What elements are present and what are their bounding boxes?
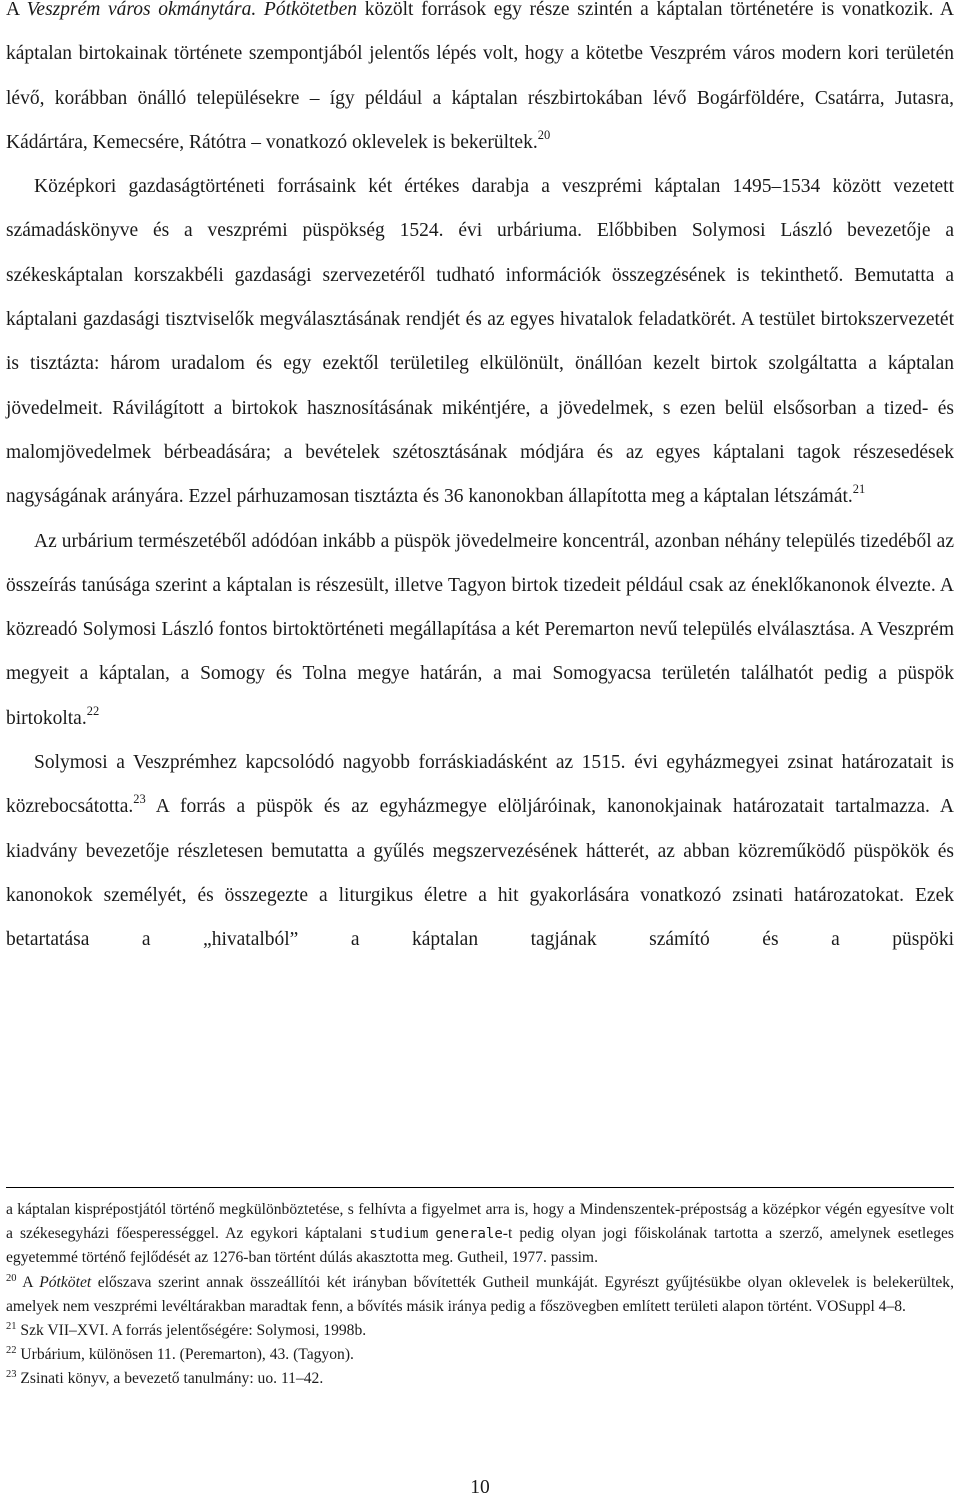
footnote-ref-22: 22 xyxy=(86,703,100,718)
footnote-text: Urbárium, különösen 11. (Peremarton), 43. (Tagyon). xyxy=(16,1346,354,1364)
paragraph-text: Középkori gazdaságtörténeti forrásaink két értékes darabja a veszprémi káptalan 1495–1534 között vezetett számadáskönyve és a veszprémi püspökség 1524. évi urbáriuma. Előbbiben Solymosi László bevezetője a székeskáptalan korszakbéli gazdasági szervezetéről tudható információk összegzésének is tekinthető. Bemutatta a káptalani gazdasági tisztviselők megválasztásának rendjét és az egyes hivatalok feladatkörét. A testület birtokszervezetét is tisztázta: három uradalom és egy ezektől területileg elkülönült, önállóan kezelt birtok szolgáltatta a káptalan jövedelmeit. Rávilágított a birtokok hasznosításának mikéntjére, a jövedelmek, s ezen belül elsősorban a tized- és malomjövedelmek bérbeadására; a bevételek szétosztásának módjára és az egyes káptalani tagok részesedések nagyságának arányára. Ezzel párhuzamosan tisztázta és 36 kanonokban állapította meg a káptalan létszámát. xyxy=(6,176,954,508)
footnote-continued xyxy=(6,1198,954,1271)
footnote-20 xyxy=(6,1271,954,1319)
footnote-ref-20: 20 xyxy=(537,127,551,142)
latin-term: generale xyxy=(435,1226,503,1243)
source-prefix: A xyxy=(6,0,27,20)
footnote-ref-21: 21 xyxy=(852,482,866,497)
footnote-text: A xyxy=(16,1273,40,1291)
footnotes xyxy=(6,1198,954,1392)
footnote-text: Szk VII–XVI. A forrás jelentőségére: Solymosi, 1998b. xyxy=(16,1322,367,1340)
paragraph-text: közölt források egy része szintén a káptalan történetére is vonatkozik. A káptalan birtokainak története szempontjából jelentős lépés volt, hogy a kötetbe Veszprém város modern kori területén lévő, korábban önálló településekre – így például a káptalan részbirtokában lévő Bogárföldére, Csatárra, Jutasra, Kádártára, Kemecsére, Rátótra – vonatkozó oklevelek is bekerültek. xyxy=(6,0,954,153)
footnote-separator xyxy=(6,1187,954,1188)
footnote-number: 22 xyxy=(6,1345,17,1357)
footnote-number: 21 xyxy=(6,1321,17,1333)
paragraph-text: Solymosi a Veszprémhez kapcsolódó nagyobb forráskiadásként az 1515. évi egyházmegyei zsinat határozatait is közrebocsátotta. xyxy=(6,752,954,818)
paragraph-1 xyxy=(6,0,954,165)
footnote-title: Pótkötet xyxy=(39,1273,92,1291)
footnote-number: 23 xyxy=(6,1369,17,1381)
footnote-text: előszava szerint annak összeállítói két irányban bővítették Gutheil munkáját. Egyrészt gyűjtésükbe olyan oklevelek is belekerültek, amelyek nem veszprémi levéltárakban maradtak fenn, a bővítés másik iránya pedig a főszövegben említett területi alapon történt. VOSuppl 4–8. xyxy=(6,1273,954,1315)
footnote-text: -t pedig olyan jogi főiskolának tartotta a szerző, amelynek esetleges egyetemmé történő fejlődését az 1276-ban történt dúlás akasztotta meg. Gutheil, 1977. passim. xyxy=(6,1225,954,1267)
paragraph-4 xyxy=(6,741,954,962)
footnote-text: Zsinati könyv, a bevezető tanulmány: uo. 11–42. xyxy=(16,1370,324,1388)
latin-term: studium xyxy=(369,1226,429,1243)
paragraph-text: Az urbárium természetéből adódóan inkább a püspök jövedelmeire koncentrál, azonban néhány település tizedéből az összeírás tanúsága szerint a káptalan is részesült, illetve Tagyon birtok tizedeit például csak az éneklőkanonok élvezte. A közreadó Solymosi László fontos birtoktörténeti megállapítása a két Peremarton nevű település elválasztása. A Veszprém megyeit a káptalan, a Somogy és Tolna megye határán, a mai Somogyacsa területén találhatót pedig a püspök birtokolta. xyxy=(6,530,954,729)
footnote-21 xyxy=(6,1319,954,1343)
footnote-ref-23: 23 xyxy=(133,792,146,807)
footnote-22 xyxy=(6,1343,954,1367)
paragraph-2 xyxy=(6,165,954,519)
paragraph-3 xyxy=(6,520,954,741)
source-title: Veszprém város okmánytára. Pótkötetben xyxy=(26,0,358,20)
main-text xyxy=(6,0,954,963)
page-number: 10 xyxy=(470,1477,490,1498)
footnote-23 xyxy=(6,1367,954,1391)
footnote-number: 20 xyxy=(6,1272,17,1284)
paragraph-text-continued: A forrás a püspök és az egyházmegye elöljáróinak, kanonokjainak határozatait tartalmazza. A kiadvány bevezetője részletesen bemutatta a gyűlés megszervezésének hátterét, az abban közreműködő püspökök és kanonokok személyét, és összegezte a liturgikus életre a hit gyakorlására vonatkozó zsinati határozatokat. Ezek betartatása a „hivatalból” a káptalan tagjának számító és a püspöki xyxy=(6,796,954,951)
footnote-text: a káptalan kisprépostjától történő megkülönböztetése, s felhívta a figyelmet arra is, hogy a Mindenszentek-prépostság a középkor végén egyesítve volt a székesegyházi főesperességgel. Az egykori káptalani xyxy=(6,1201,954,1243)
